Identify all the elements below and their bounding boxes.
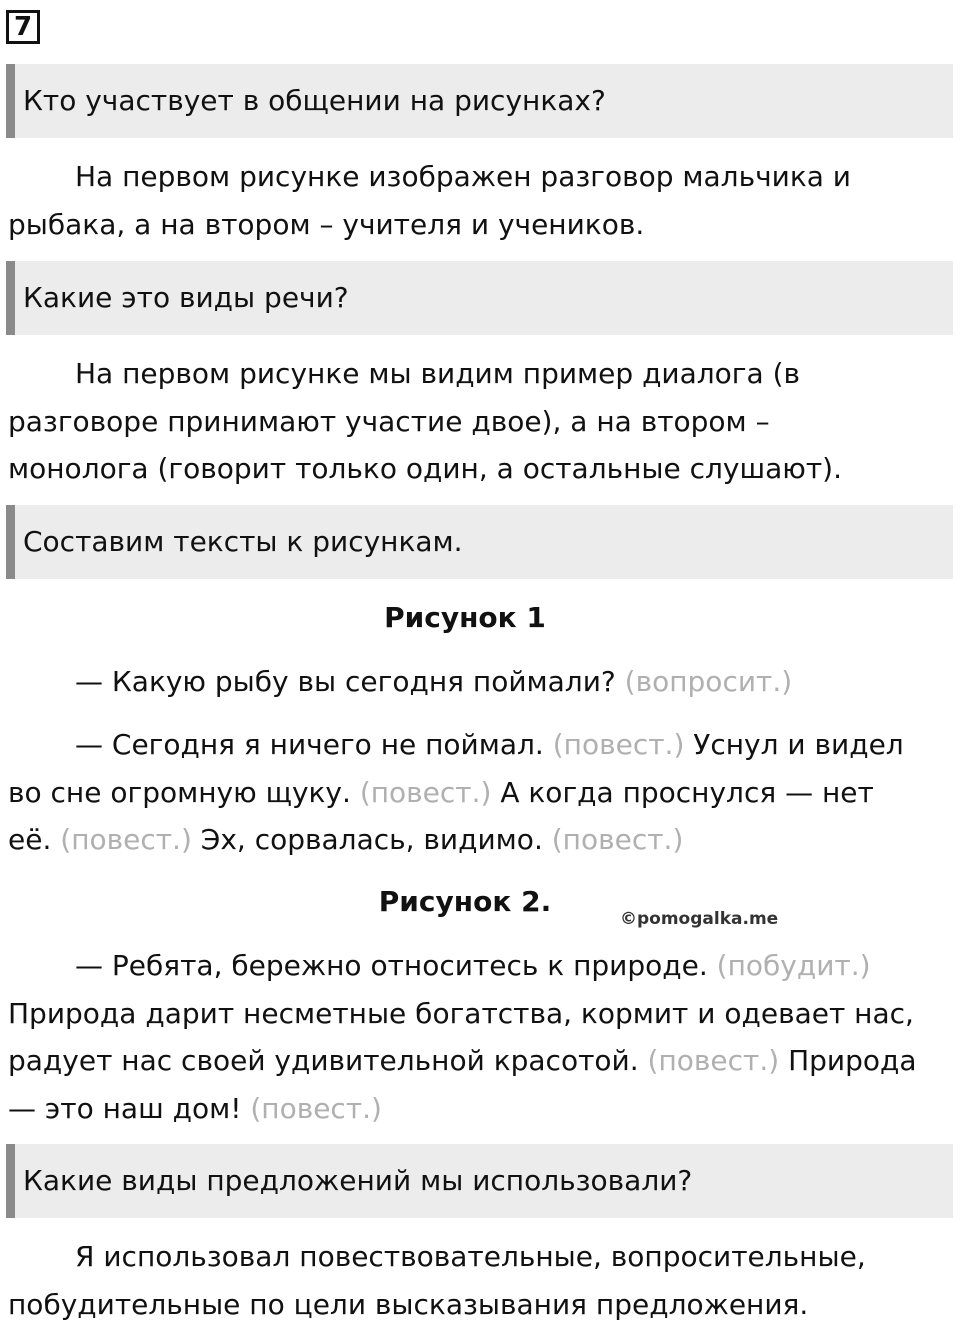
sentence-text: — Ребята, бережно относитесь к природе.	[75, 949, 708, 982]
sentence-text: Уснул и видел во сне огромную щуку.	[8, 728, 904, 809]
task-number: 7	[6, 10, 40, 44]
answer-who-communicates: На первом рисунке изображен разговор мальчика и рыбака, а на втором – учителя и учеников.	[8, 160, 851, 241]
sentence-type-hint: (повест.)	[552, 728, 685, 761]
question-sentence-types-used: Какие виды предложений мы использовали?	[6, 1144, 953, 1218]
sentence-text: — Какую рыбу вы сегодня поймали?	[75, 665, 616, 698]
sentence-type-hint: (повест.)	[60, 823, 192, 856]
sentence-type-hint: (побудит.)	[716, 949, 871, 982]
sentence-type-hint: (повест.)	[359, 775, 492, 809]
figure-1-line-1	[8, 658, 918, 706]
sentence-type-hint: (вопросит.)	[624, 665, 793, 698]
answer-speech-types: На первом рисунке мы видим пример диалога (в разговоре принимают участие двое), а на втором – монолога (говорит только один, а остальные слушают).	[8, 357, 842, 485]
figure-1-title: Рисунок 1	[384, 601, 546, 634]
question-who-communicates: Кто участвует в общении на рисунках?	[6, 64, 953, 138]
sentence-text: Природа — это наш дом!	[8, 1044, 917, 1125]
question-compose-texts: Составим тексты к рисункам.	[6, 505, 953, 579]
sentence-text: — Сегодня я ничего не поймал.	[75, 728, 544, 761]
watermark: ©pomogalka.me	[620, 909, 779, 929]
figure-2-line-1	[8, 942, 918, 1132]
sentence-text: Природа дарит несметные богатства, кормит и одевает нас, радует нас своей удивительной красотой.	[8, 996, 914, 1077]
question-speech-types: Какие это виды речи?	[6, 261, 953, 335]
figure-1-line-2	[8, 721, 918, 864]
sentence-type-hint: (повест.)	[250, 1091, 382, 1125]
figure-2-title: Рисунок 2.	[378, 885, 552, 918]
sentence-type-hint: (повест.)	[551, 823, 684, 856]
sentence-text: А когда проснулся — нет её.	[8, 775, 874, 856]
answer-sentence-types-used: Я использовал повествовательные, вопросительные, побудительные по цели высказывания предложения.	[8, 1240, 866, 1321]
sentence-type-hint: (повест.)	[647, 1044, 780, 1077]
sentence-text: Эх, сорвалась, видимо.	[200, 823, 543, 856]
